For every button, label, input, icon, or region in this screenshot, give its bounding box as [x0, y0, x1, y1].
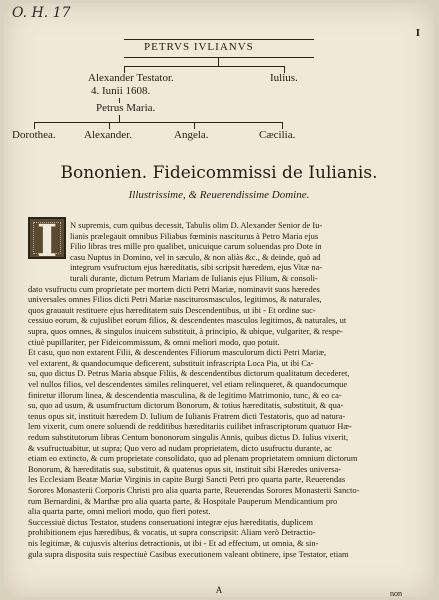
tree-angela: Angela.: [174, 129, 209, 141]
page-number: I: [415, 27, 420, 39]
body-text-line: dato vsufructu cum proprietate per mortem dicti Petri Mariæ, nominavit suos hæredes: [28, 283, 320, 294]
body-text-line: les Ecclesiam Beatæ Mariæ Virginis in capite Burgi Sancti Petri pro quarta parte, Reuerendas: [28, 474, 346, 485]
body-text-line: nis legitimæ, & cujusvis alterius detractionis, ut ibi - Et ad effectum, ut omnia, & sin-: [28, 538, 319, 548]
body-text-line: Successiuè dictus Testator, studens conseruationi integræ ejus hæreditatis, duplicem: [28, 516, 314, 527]
tree-root-stem: [218, 58, 219, 66]
tree-root-rule: [124, 57, 314, 58]
body-text-line: prohibitionem ejus hæredibus, & vocatis, ut supra conscripsit: Aliam verò Detractio-: [28, 527, 316, 538]
tree-top-rule: [124, 39, 314, 40]
tree-alexander: Alexander.: [84, 129, 132, 141]
body-text-line: rum Bernardini, & Marthæ pro alia quarta parte, & Hospitale Pauperum Mendicantium pro: [28, 495, 338, 506]
tree-gen2-bar: [124, 66, 284, 67]
body-text-line: etiam eo extincto, & cum proprietate consolidato, quo ad plenam proprietatem omnium dictorum: [28, 453, 358, 464]
body-text-line: cessiuo eorum, & cujuslibet eorum filios, & descendentes masculos legitimos, & naturales, ut: [28, 315, 347, 326]
tree-gen4-stem: [119, 115, 120, 122]
tree-dorothea: Dorothea.: [12, 129, 56, 141]
tree-petrus-maria: Petrus Maria.: [96, 102, 156, 114]
body-text-line: finiretur illorum linea, & descendentia masculina, & de legitimo Matrimonio, tunc, & eo ca-: [28, 389, 342, 400]
body-text-line: & vsufructuabitur, ut supra; Quo vero ad nudam proprietatem, dicto usufructu durante, ac: [28, 442, 332, 453]
drop-cap-letter: I: [36, 216, 58, 267]
salutation: Illustrissime, & Reuerendissime Domine.: [128, 189, 310, 201]
body-text-line: su, quo dictus D. Petrus Maria absque Filiis, & descendentibus dictorum qualitatum decederet,: [28, 368, 350, 379]
body-text-line: quos grauauit restituere ejus hæreditatem suis Descendentibus, ut ibi - Et ordine suc-: [28, 304, 316, 315]
drop-cap-initial: [28, 216, 66, 267]
body-text-line: casu Nuptus in Domino, vel in sæculo, & non aliàs &c., & deinde, quò ad: [70, 251, 321, 262]
tree-iulius: Iulius.: [270, 72, 298, 84]
tree-gen4-stem-1: [34, 122, 35, 129]
body-text-line: N supremis, cum quibus decessit, Tabulis olim D. Alexander Senior de Iu-: [70, 220, 323, 230]
document-page: [4, 3, 434, 597]
body-text-line: lianis prælegauit omnibus Filiabus fœminis nasciturus à Petro Maria ejus: [70, 230, 319, 241]
body-text-line: turali durante, dictum Petrum Mariam de Iulianis ejus Filium, & consoli-: [70, 273, 318, 283]
body-text-line: Bonorum, & hæreditatis sua, substituit, & quatenus opus sit, instituit sibi Hæredes universa-: [28, 463, 342, 474]
body-text-line: alia quarta parte, omni meliori modo, quo fieri potest.: [28, 506, 211, 517]
tree-caecilia: Cæcilia.: [259, 129, 296, 141]
body-text-line: gula supra disposita suis respectiuè Casibus executionem valeant obtinere, ipse Testator, etiam: [28, 548, 349, 559]
signature-mark: A: [215, 585, 223, 595]
body-text-line: supra, quos omnes, & singulos inuicem substituit, à principio, & ubique, vulgariter, & respe-: [28, 326, 343, 336]
body-text-line: ctiuè pupillariter, per Fideicommissum, & omni meliori modo, quo potuit.: [28, 336, 280, 347]
body-text-line: universales omnes Filios dicti Petri Mariæ nasciturosmasculos, legitimos, & naturales,: [28, 294, 322, 305]
tree-gen4-stem-3: [194, 122, 195, 129]
tree-gen4-stem-4: [282, 122, 283, 129]
body-text-line: vel extarent, & quandocumque deficerent, substituit infrascripta Loca Pia, ut ibi Ca-: [28, 357, 314, 368]
family-tree: [4, 3, 434, 153]
body-text-line: Et casu, quo non extarent Filii, & descendentes Filiorum masculorum dicti Petri Mariæ,: [28, 347, 327, 358]
catchword: non: [390, 589, 402, 597]
body-text-line: lem vixerit, cum onere soluendi de redditibus hæreditariis cuilibet infrascriptorum quatuor Hæ-: [28, 421, 352, 432]
tree-gen4-stem-2: [109, 122, 110, 129]
body-text-line: integrum vsufructum ejus hæreditatis, sibi scripsit hæredem, ejus Vitæ na-: [70, 262, 323, 273]
body-text-line: redum substitutorum libras Centum bononorum singulis Annis, quibus dictus D. Iulius vixerit,: [28, 432, 349, 442]
body-text-line: Filio libras tres mille pro qualibet, unicuique carum soluendas pro Dote in: [70, 241, 322, 252]
tree-root-name: PETRVS IVLIANVS: [144, 41, 254, 53]
manuscript-shelfmark: O. H. 17: [12, 5, 71, 21]
body-text-line: su, quo ad usum, & usumfructum dictorum Bonorum, & totius hæreditatis, substituit, & qua-: [28, 400, 344, 411]
tree-gen4-bar: [34, 122, 282, 123]
tree-testament-date: 4. Iunii 1608.: [91, 85, 151, 97]
body-text-line: vel nullos filios, vel descendentes similes relinqueret, vel etiam relinqueret, & quandocumque: [28, 379, 348, 389]
tree-alexander-testator: Alexander Testator.: [88, 72, 174, 84]
body-text-line: tenus opus sit, instituit hæredem D. Iulium de Iulianis Fratrem dicti Testatoris, quo ad natura-: [28, 410, 346, 421]
body-text-line: Sorores Monasterii Corporis Christi pro alia quarta parte, Reuerendas Sorores Monasterii Sancto-: [28, 485, 360, 495]
document-title: Bononien. Fideicommissi de Iulianis.: [60, 163, 378, 183]
